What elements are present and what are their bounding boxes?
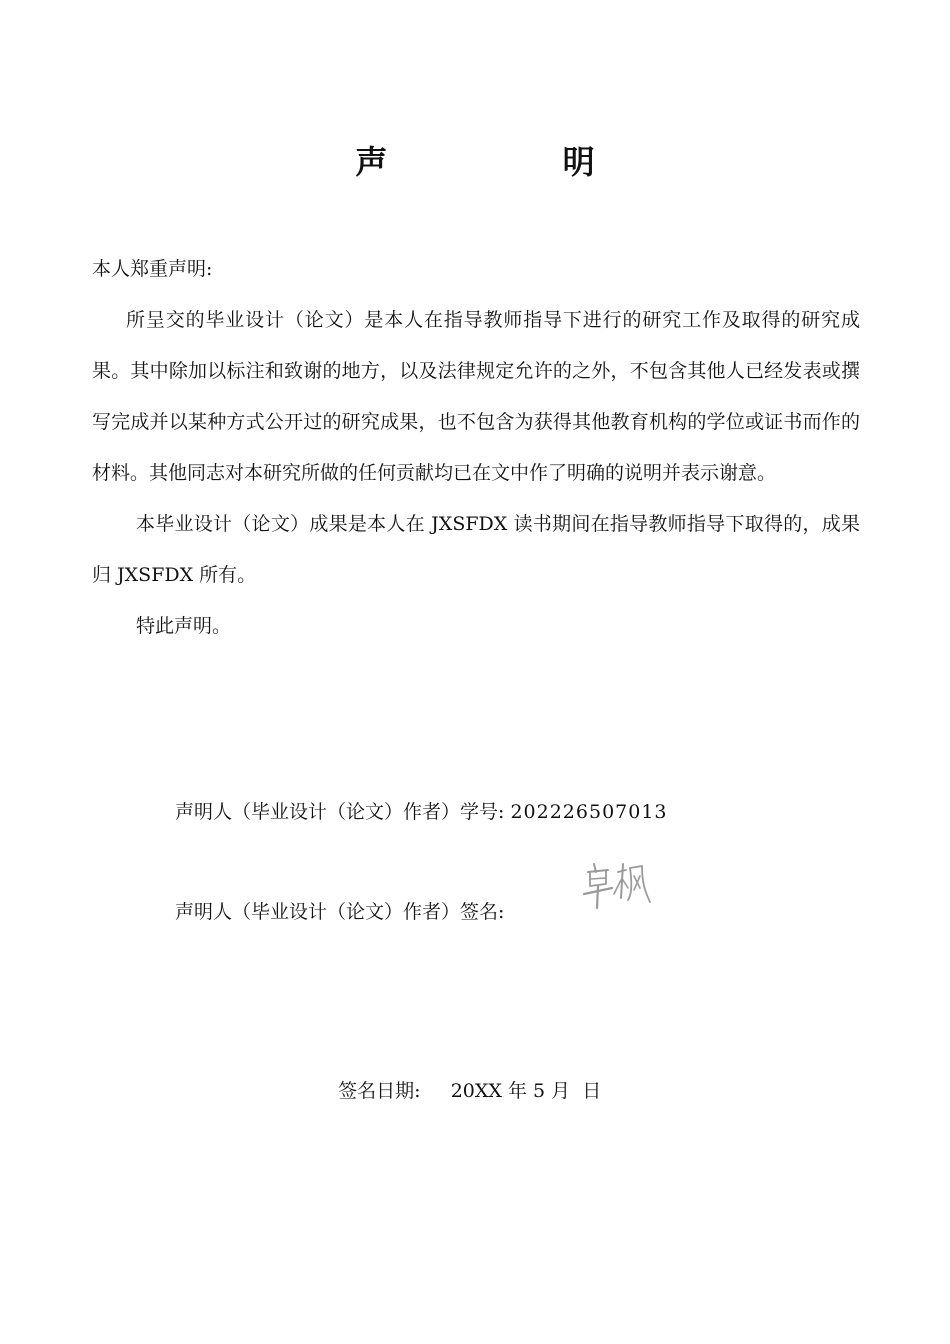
signature-line	[175, 897, 504, 927]
document-title: 声 明	[355, 143, 677, 181]
closing-line: 特此声明。	[136, 615, 232, 637]
date-value: 20XX 年 5 月 日	[450, 1080, 602, 1102]
student-id-line	[175, 797, 668, 827]
declaration-body	[92, 244, 860, 652]
signature-date-line	[326, 1046, 601, 1106]
opening-line: 本人郑重声明:	[92, 258, 213, 280]
paragraph-ownership: 本毕业设计（论文）成果是本人在 JXSFDX 读书期间在指导教师指导下取得的，成果归 JXSFDX 所有。	[92, 513, 860, 586]
signature-label: 声明人（毕业设计（论文）作者）签名:	[175, 901, 505, 923]
student-id-value: 202226507013	[510, 801, 668, 823]
student-id-label: 声明人（毕业设计（论文）作者）学号:	[175, 801, 505, 823]
handwritten-signature	[580, 858, 656, 922]
date-label: 签名日期:	[338, 1080, 421, 1102]
paragraph-originality: 所呈交的毕业设计（论文）是本人在指导教师指导下进行的研究工作及取得的研究成果。其中除加以标注和致谢的地方，以及法律规定允许的之外，不包含其他人已经发表或撰写完成并以某种方式公开过的研究成果，也不包含为获得其他教育机构的学位或证书而作的材料。其他同志对本研究所做的任何贡献均已在文中作了明确的说明并表示谢意。	[92, 309, 860, 484]
